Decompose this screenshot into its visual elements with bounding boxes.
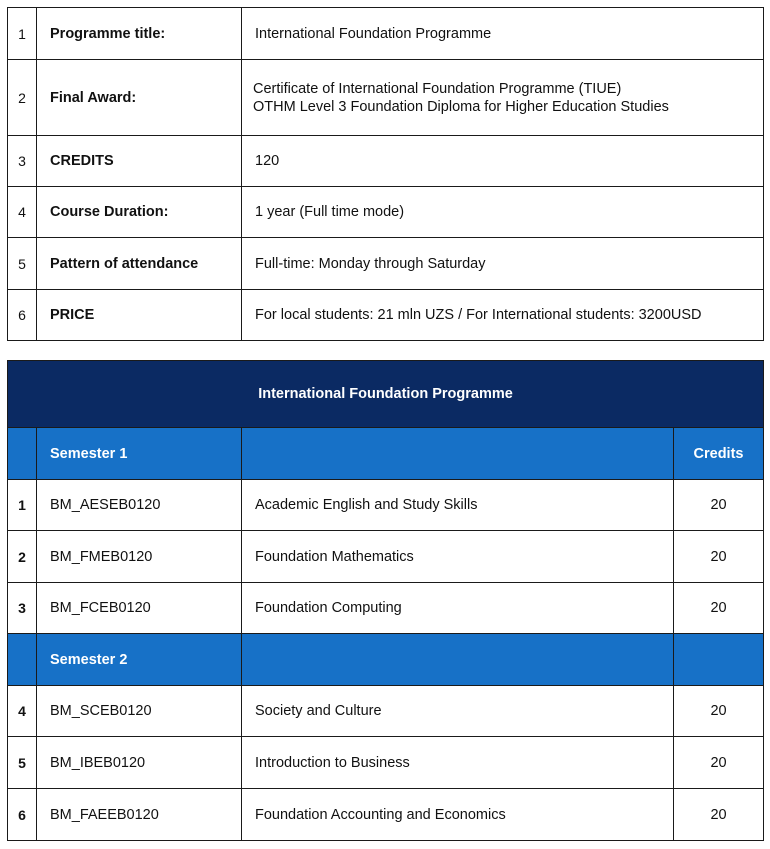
modules-table-title: International Foundation Programme bbox=[8, 361, 764, 428]
semester-header-row bbox=[8, 634, 764, 686]
module-code: BM_FMEB0120 bbox=[37, 531, 242, 583]
info-row-final-award bbox=[8, 60, 764, 136]
attendance-label: Pattern of attendance bbox=[37, 238, 242, 290]
course-duration-value: 1 year (Full time mode) bbox=[242, 187, 764, 238]
info-row-duration bbox=[8, 187, 764, 238]
module-number: 5 bbox=[8, 737, 37, 789]
modules-table bbox=[7, 360, 764, 841]
module-row bbox=[8, 789, 764, 841]
programme-info-table bbox=[7, 7, 764, 341]
row-number: 3 bbox=[8, 136, 37, 187]
final-award-label: Final Award: bbox=[37, 60, 242, 136]
module-credits: 20 bbox=[674, 737, 764, 789]
module-credits: 20 bbox=[674, 789, 764, 841]
module-row bbox=[8, 480, 764, 531]
semester-2-label: Semester 2 bbox=[37, 634, 242, 686]
module-credits: 20 bbox=[674, 686, 764, 737]
info-row-title bbox=[8, 8, 764, 60]
semester-spacer bbox=[242, 428, 674, 480]
programme-title-label: Programme title: bbox=[37, 8, 242, 60]
modules-title-row bbox=[8, 361, 764, 428]
course-duration-label: Course Duration: bbox=[37, 187, 242, 238]
final-award-value bbox=[242, 60, 764, 136]
module-name: Foundation Mathematics bbox=[242, 531, 674, 583]
credits-value: 120 bbox=[242, 136, 764, 187]
final-award-line: Certificate of International Foundation Programme (TIUE) bbox=[253, 80, 622, 97]
credits-column-header: Credits bbox=[674, 428, 764, 480]
module-number: 6 bbox=[8, 789, 37, 841]
module-code: BM_FCEB0120 bbox=[37, 583, 242, 634]
module-name: Introduction to Business bbox=[242, 737, 674, 789]
info-row-price bbox=[8, 290, 764, 341]
credits-label: CREDITS bbox=[37, 136, 242, 187]
row-number: 4 bbox=[8, 187, 37, 238]
module-row bbox=[8, 686, 764, 737]
row-number: 5 bbox=[8, 238, 37, 290]
row-number: 2 bbox=[8, 60, 37, 136]
semester-header-row bbox=[8, 428, 764, 480]
module-number: 1 bbox=[8, 480, 37, 531]
module-code: BM_AESEB0120 bbox=[37, 480, 242, 531]
semester-spacer bbox=[674, 634, 764, 686]
module-name: Foundation Computing bbox=[242, 583, 674, 634]
attendance-value: Full-time: Monday through Saturday bbox=[242, 238, 764, 290]
programme-title-value: International Foundation Programme bbox=[242, 8, 764, 60]
semester-spacer bbox=[8, 634, 37, 686]
module-credits: 20 bbox=[674, 531, 764, 583]
module-code: BM_FAEEB0120 bbox=[37, 789, 242, 841]
module-name: Foundation Accounting and Economics bbox=[242, 789, 674, 841]
module-row bbox=[8, 531, 764, 583]
module-number: 3 bbox=[8, 583, 37, 634]
module-name: Society and Culture bbox=[242, 686, 674, 737]
module-row bbox=[8, 583, 764, 634]
semester-spacer bbox=[242, 634, 674, 686]
module-number: 4 bbox=[8, 686, 37, 737]
semester-1-label: Semester 1 bbox=[37, 428, 242, 480]
module-code: BM_SCEB0120 bbox=[37, 686, 242, 737]
semester-spacer bbox=[8, 428, 37, 480]
price-label: PRICE bbox=[37, 290, 242, 341]
module-name: Academic English and Study Skills bbox=[242, 480, 674, 531]
info-row-credits bbox=[8, 136, 764, 187]
module-row bbox=[8, 737, 764, 789]
module-credits: 20 bbox=[674, 480, 764, 531]
price-value: For local students: 21 mln UZS / For International students: 3200USD bbox=[242, 290, 764, 341]
module-number: 2 bbox=[8, 531, 37, 583]
final-award-line: OTHM Level 3 Foundation Diploma for Higher Education Studies bbox=[253, 98, 669, 115]
module-code: BM_IBEB0120 bbox=[37, 737, 242, 789]
row-number: 6 bbox=[8, 290, 37, 341]
row-number: 1 bbox=[8, 8, 37, 60]
info-row-attendance bbox=[8, 238, 764, 290]
module-credits: 20 bbox=[674, 583, 764, 634]
